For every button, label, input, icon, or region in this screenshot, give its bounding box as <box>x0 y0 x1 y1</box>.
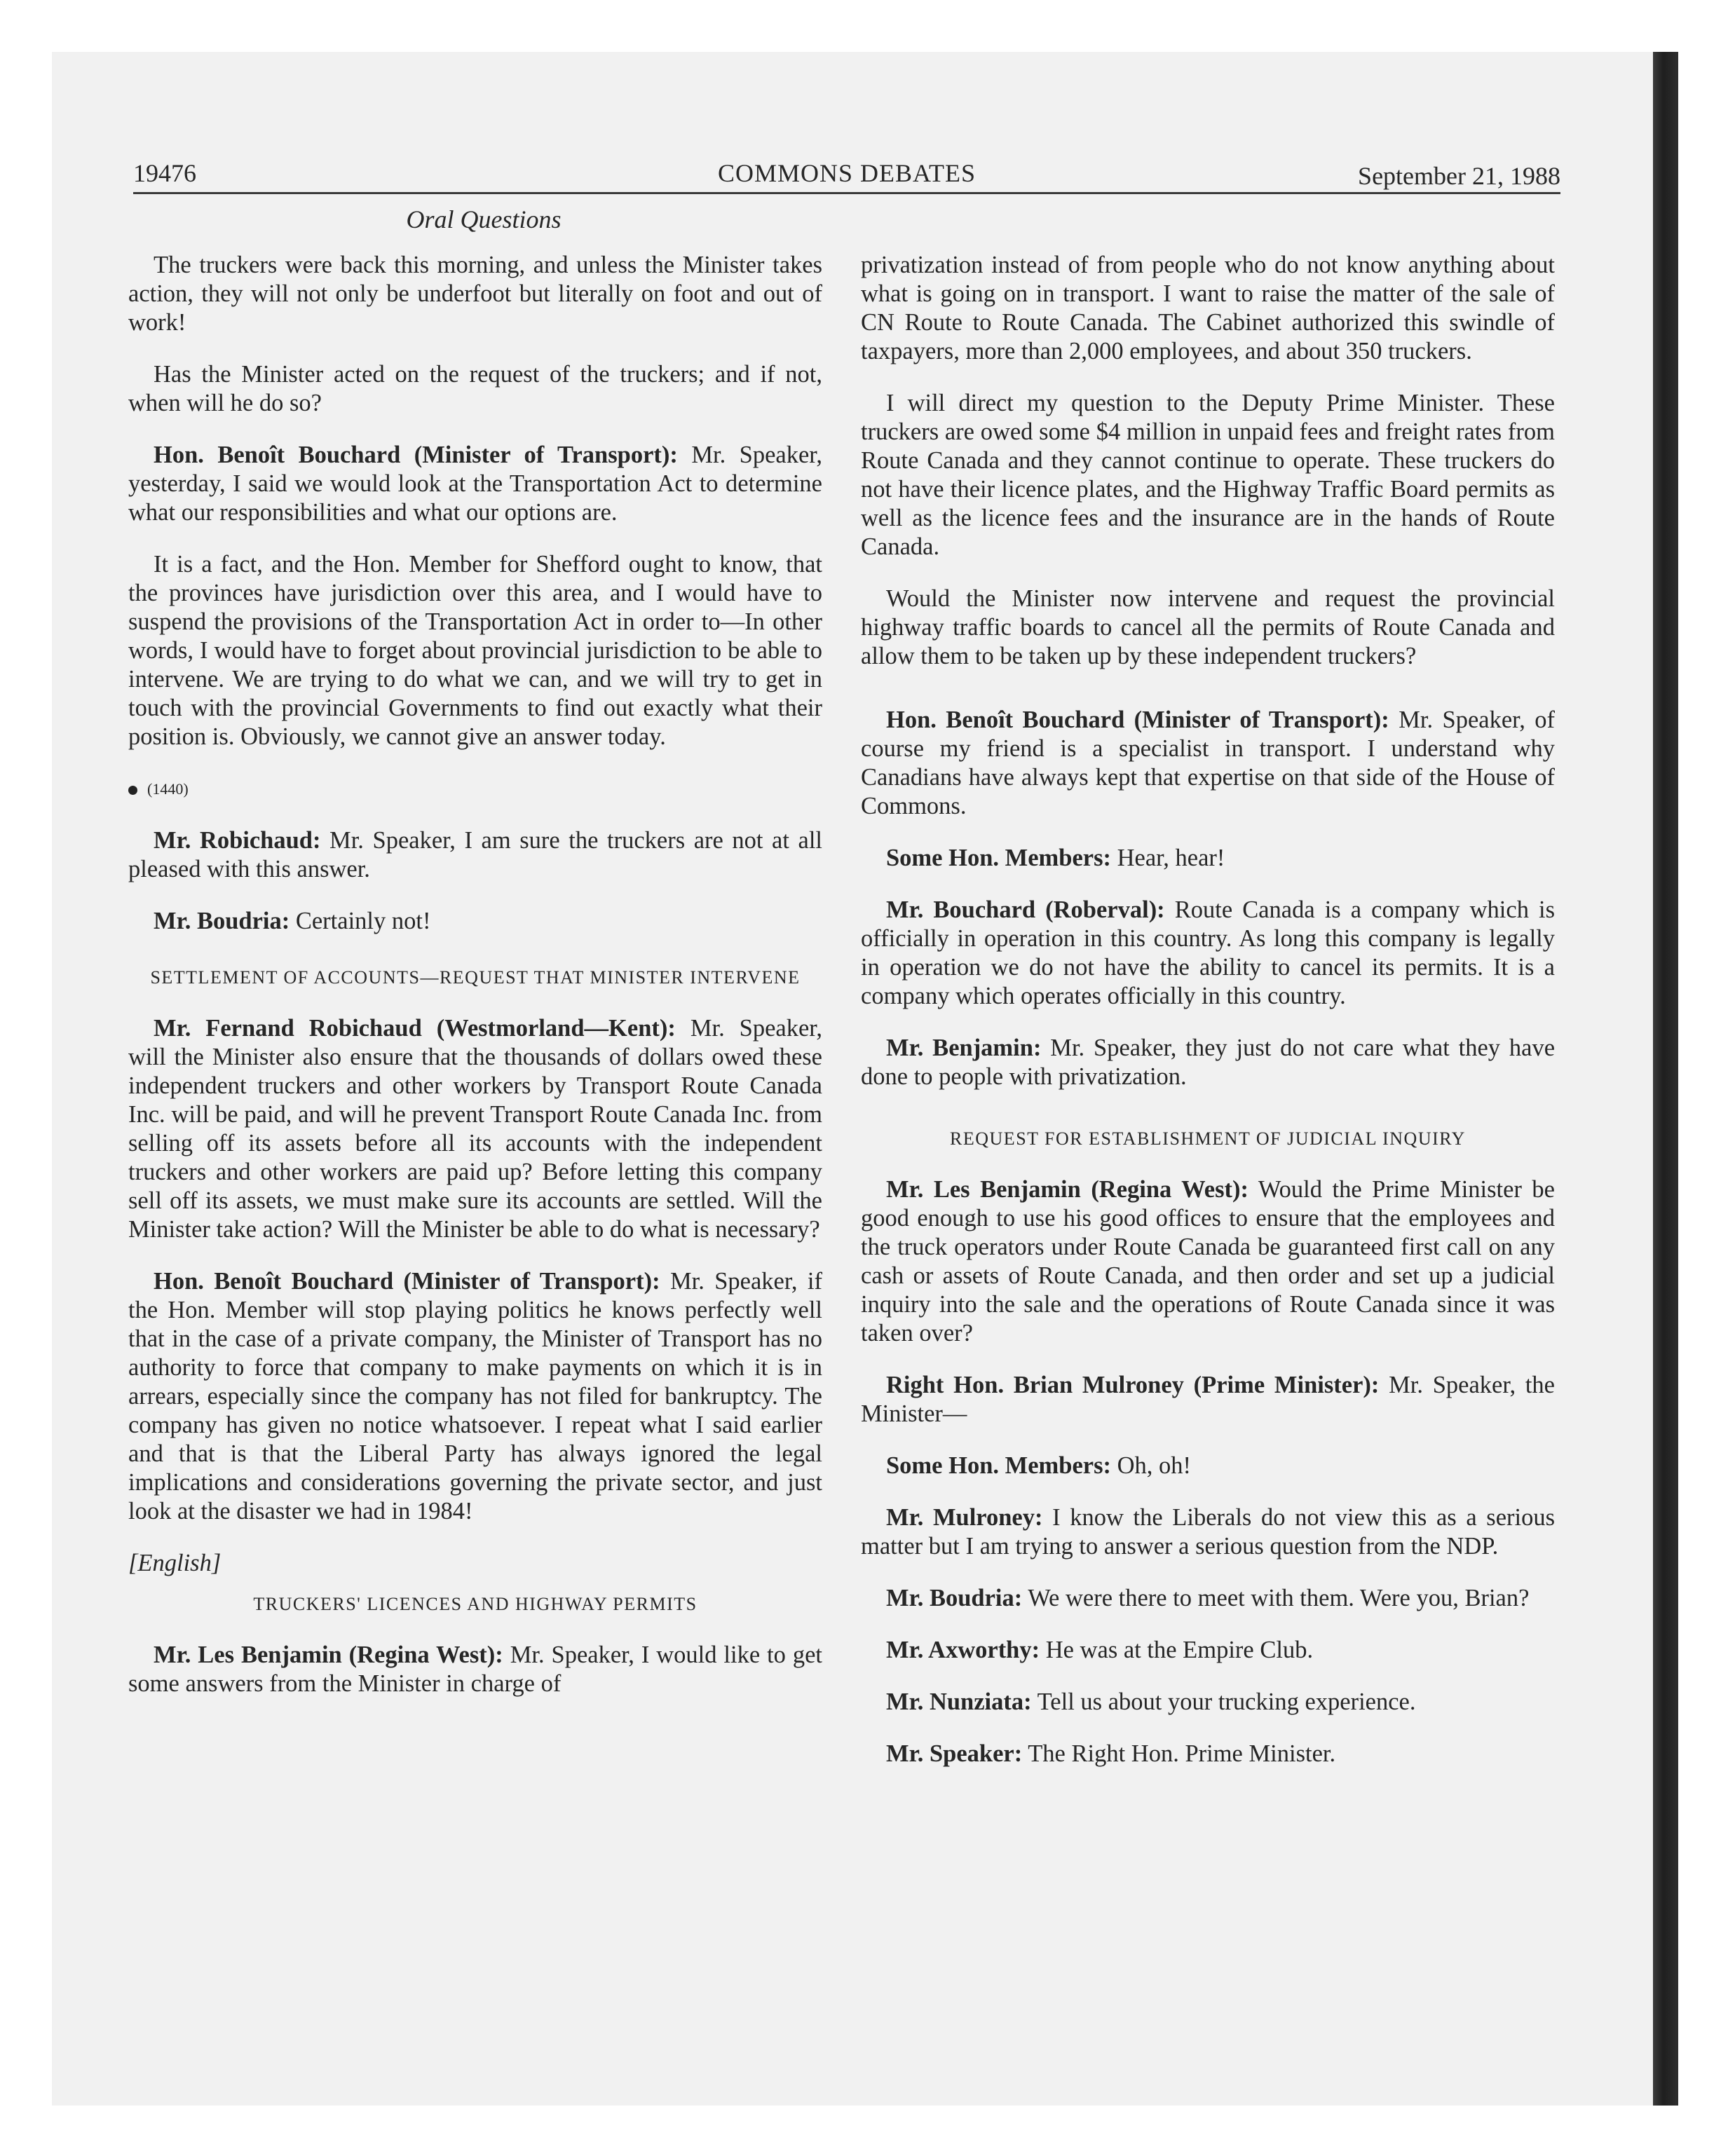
paragraph <box>861 1371 1555 1428</box>
speech-text: Oh, oh! <box>1117 1452 1192 1479</box>
paragraph <box>861 896 1555 1011</box>
right-column <box>861 251 1555 1792</box>
paragraph <box>128 1014 822 1244</box>
speech-text: Tell us about your trucking experience. <box>1037 1688 1416 1715</box>
time-marker-text: (1440) <box>147 780 189 798</box>
language-marker: [English] <box>128 1550 222 1576</box>
section-title: Oral Questions <box>406 205 562 233</box>
subject-heading: TRUCKERS' LICENCES AND HIGHWAY PERMITS <box>253 1594 698 1614</box>
speaker-name: Hon. Benoît Bouchard (Minister of Transport): <box>886 707 1389 733</box>
publication-title: COMMONS DEBATES <box>717 159 977 187</box>
speaker-name: Some Hon. Members: <box>886 1452 1111 1479</box>
speech-text: Mr. Speaker, the Minister— <box>861 1372 1555 1427</box>
paragraph <box>128 1641 822 1698</box>
bullet-icon <box>128 786 137 795</box>
paragraph <box>861 1034 1555 1091</box>
speaker-name: Hon. Benoît Bouchard (Minister of Transport): <box>154 1268 660 1295</box>
speech-text: Mr. Speaker, yesterday, I said we would look at the Transportation Act to determine what our responsibilities and what our options are. <box>128 442 823 526</box>
speaker-name: Right Hon. Brian Mulroney (Prime Minister): <box>886 1372 1380 1398</box>
speaker-name: Mr. Mulroney: <box>886 1504 1043 1531</box>
speech-text: Mr. Speaker, they just do not care what they have done to people with privatization. <box>861 1035 1556 1090</box>
paragraph <box>128 1267 822 1526</box>
speaker-name: Mr. Boudria: <box>154 908 290 934</box>
paragraph <box>861 1452 1555 1480</box>
speech-text: Mr. Speaker, I am sure the truckers are not at all pleased with this answer. <box>128 827 823 882</box>
paragraph: The truckers were back this morning, and unless the Minister takes action, they will not only be underfoot but literally on foot and out of work! <box>128 252 822 336</box>
page-number: 19476 <box>133 159 196 187</box>
speaker-name: Mr. Les Benjamin (Regina West): <box>154 1642 503 1668</box>
running-header <box>133 153 1560 194</box>
paragraph <box>861 1688 1555 1717</box>
paragraph: privatization instead of from people who do not know anything about what is going on in transport. I want to raise the matter of the sale of CN Route to Route Canada. The Cabinet authorized this swindle of taxpayers, more than 2,000 employees, and about 350 truckers. <box>861 252 1555 364</box>
speaker-name: Hon. Benoît Bouchard (Minister of Transport): <box>154 442 678 468</box>
paragraph <box>128 441 822 527</box>
speech-text: We were there to meet with them. Were you, Brian? <box>1028 1585 1530 1611</box>
speaker-name: Mr. Speaker: <box>886 1740 1023 1767</box>
paragraph <box>128 826 822 884</box>
publication-date: September 21, 1988 <box>1358 162 1560 190</box>
paragraph <box>861 1503 1555 1561</box>
scan-edge-shadow <box>1653 52 1678 2106</box>
speech-text: Certainly not! <box>295 908 431 934</box>
paragraph <box>861 1175 1555 1348</box>
time-marker <box>128 775 822 803</box>
speech-text: Route Canada is a company which is officially in operation in this country. As long this company is legally in operation we do not have the ability to cancel its permits. It is a company which operates officially in this country. <box>861 896 1556 1009</box>
speaker-name: Mr. Boudria: <box>886 1585 1023 1611</box>
speaker-name: Mr. Les Benjamin (Regina West): <box>886 1176 1248 1203</box>
paragraph <box>861 1584 1555 1613</box>
paragraph <box>861 706 1555 821</box>
speech-text: Hear, hear! <box>1117 845 1225 871</box>
paragraph: Would the Minister now intervene and request the provincial highway traffic boards to cancel all the permits of Route Canada and allow them to be taken up by these independent truckers? <box>861 585 1555 669</box>
speech-text: Would the Prime Minister be good enough to use his good offices to ensure that the employees and the truck operators under Route Canada be guaranteed first call on any cash or assets of Route Canada, and then order and set up a judicial inquiry into the sale and the operations of Route Canada since it was taken over? <box>861 1176 1555 1346</box>
speaker-name: Mr. Fernand Robichaud (Westmorland—Kent): <box>154 1015 676 1042</box>
paragraph: It is a fact, and the Hon. Member for Shefford ought to know, that the provinces have jurisdiction over this area, and I would have to suspend the provisions of the Transportation Act in order to—In other words, I would have to forget about provincial jurisdiction to be able to intervene. We are trying to do what we can, and we will try to get in touch with the provincial Governments to find out exactly what their position is. Obviously, we cannot give an answer today. <box>128 551 822 750</box>
speech-text: Mr. Speaker, I would like to get some answers from the Minister in charge of <box>128 1642 823 1697</box>
speech-text: I know the Liberals do not view this as a serious matter but I am trying to answer a serious question from the NDP. <box>861 1504 1556 1560</box>
speech-text: Mr. Speaker, if the Hon. Member will stop playing politics he knows perfectly well that in the case of a private company, the Minister of Transport has no authority to force that company to make payments on which it is in arrears, especially since the company has not filed for bankruptcy. The company has given no notice whatsoever. I repeat what I said earlier and that is that the Liberal Party has always ignored the legal implications and considerations governing the private sector, and just look at the disaster we had in 1984! <box>128 1268 822 1524</box>
speaker-name: Mr. Axworthy: <box>886 1637 1040 1663</box>
left-column <box>128 251 822 1721</box>
speech-text: The Right Hon. Prime Minister. <box>1028 1740 1336 1767</box>
paragraph <box>861 1636 1555 1665</box>
paragraph: Has the Minister acted on the request of the truckers; and if not, when will he do so? <box>128 361 822 416</box>
speaker-name: Mr. Robichaud: <box>154 827 321 854</box>
speech-text: Mr. Speaker, will the Minister also ensure that the thousands of dollars owed these independent truckers and other workers by Transport Route Canada Inc. will be paid, and will he prevent Transport Route Canada Inc. from selling off its assets before all its accounts with the independent truckers and other workers are paid up? Before letting this company sell off its assets, we must make sure its accounts are settled. Will the Minister take action? Will the Minister be able to do what is necessary? <box>128 1015 822 1243</box>
speaker-name: Some Hon. Members: <box>886 845 1111 871</box>
speaker-name: Mr. Bouchard (Roberval): <box>886 896 1165 923</box>
paragraph: I will direct my question to the Deputy Prime Minister. These truckers are owed some $4 million in unpaid fees and freight rates from Route Canada and they cannot continue to operate. These truckers do not have their licence plates, and the Highway Traffic Board permits as well as the licence fees and the insurance are in the hands of Route Canada. <box>861 390 1555 560</box>
paragraph <box>861 1740 1555 1768</box>
paragraph <box>861 844 1555 873</box>
speaker-name: Mr. Nunziata: <box>886 1688 1032 1715</box>
subject-heading: REQUEST FOR ESTABLISHMENT OF JUDICIAL INQUIRY <box>950 1128 1466 1149</box>
speaker-name: Mr. Benjamin: <box>886 1035 1042 1061</box>
paragraph <box>128 907 822 936</box>
speech-text: Mr. Speaker, of course my friend is a specialist in transport. I understand why Canadians have always kept that expertise on that side of the House of Commons. <box>861 707 1556 819</box>
speech-text: He was at the Empire Club. <box>1045 1637 1314 1663</box>
subject-heading: SETTLEMENT OF ACCOUNTS—REQUEST THAT MINISTER INTERVENE <box>150 967 801 988</box>
